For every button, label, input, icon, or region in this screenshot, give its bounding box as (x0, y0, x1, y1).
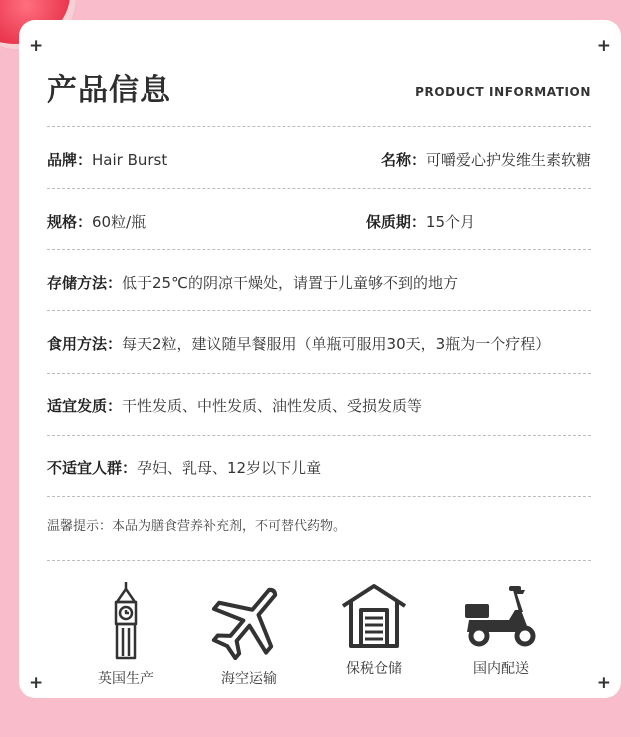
divider (47, 310, 591, 311)
divider (47, 249, 591, 250)
warm-tip: 温馨提示：本品为膳食营养补充剂，不可替代药物。 (47, 519, 347, 534)
plus-icon: + (29, 36, 44, 56)
info-card (19, 20, 621, 698)
row-key: 规格： (47, 213, 93, 231)
row-key: 不适宜人群： (47, 459, 138, 477)
row-value: 每天2粒，建议随早餐服用（单瓶可服用30天，3瓶为一个疗程） (122, 335, 551, 353)
row-key: 适宜发质： (47, 397, 123, 415)
divider (47, 188, 591, 189)
plus-icon: + (29, 673, 44, 693)
feature-bonded-warehouse (329, 580, 419, 678)
row-key: 存储方法： (47, 274, 123, 292)
scooter-icon (461, 580, 541, 650)
info-row-storage (47, 272, 591, 293)
page-title: 产品信息 (47, 73, 171, 108)
feature-sea-air-shipping (204, 580, 294, 688)
divider (47, 373, 591, 374)
divider (47, 126, 591, 127)
plus-icon: + (596, 36, 611, 56)
info-row-usage (47, 333, 591, 354)
info-row-brand (47, 149, 591, 170)
row-value: 孕妇、乳母、12岁以下儿童 (137, 459, 322, 477)
row-key: 食用方法： (47, 335, 123, 353)
divider (47, 435, 591, 436)
divider (47, 560, 591, 561)
warehouse-icon (339, 580, 409, 650)
row-right (381, 149, 591, 170)
airplane-icon (209, 580, 289, 660)
info-row-not-suitable (47, 457, 591, 478)
feature-made-in-uk (81, 580, 171, 688)
row-right (366, 211, 475, 232)
row-key: 品牌： (47, 151, 93, 169)
plus-icon: + (596, 673, 611, 693)
feature-label: 保税仓储 (346, 661, 402, 677)
feature-label: 英国生产 (98, 671, 154, 687)
row-value: 60粒/瓶 (92, 213, 147, 231)
row-value: 低于25℃的阴凉干燥处，请置于儿童够不到的地方 (122, 274, 458, 292)
row-key: 名称： (380, 151, 426, 169)
info-row-hair-type (47, 395, 591, 416)
big-ben-icon (101, 580, 151, 660)
row-value: 干性发质、中性发质、油性发质、受损发质等 (122, 397, 423, 415)
row-value: Hair Burst (92, 151, 168, 169)
feature-label: 国内配送 (473, 661, 529, 677)
divider (47, 496, 591, 497)
row-value: 可嚼爱心护发维生素软糖 (425, 151, 591, 169)
feature-label: 海空运输 (221, 671, 277, 687)
row-key: 保质期： (365, 213, 426, 231)
page-subtitle: PRODUCT INFORMATION (415, 85, 591, 99)
info-row-spec (47, 211, 591, 232)
row-value: 15个月 (425, 213, 475, 231)
feature-domestic-delivery (456, 580, 546, 678)
